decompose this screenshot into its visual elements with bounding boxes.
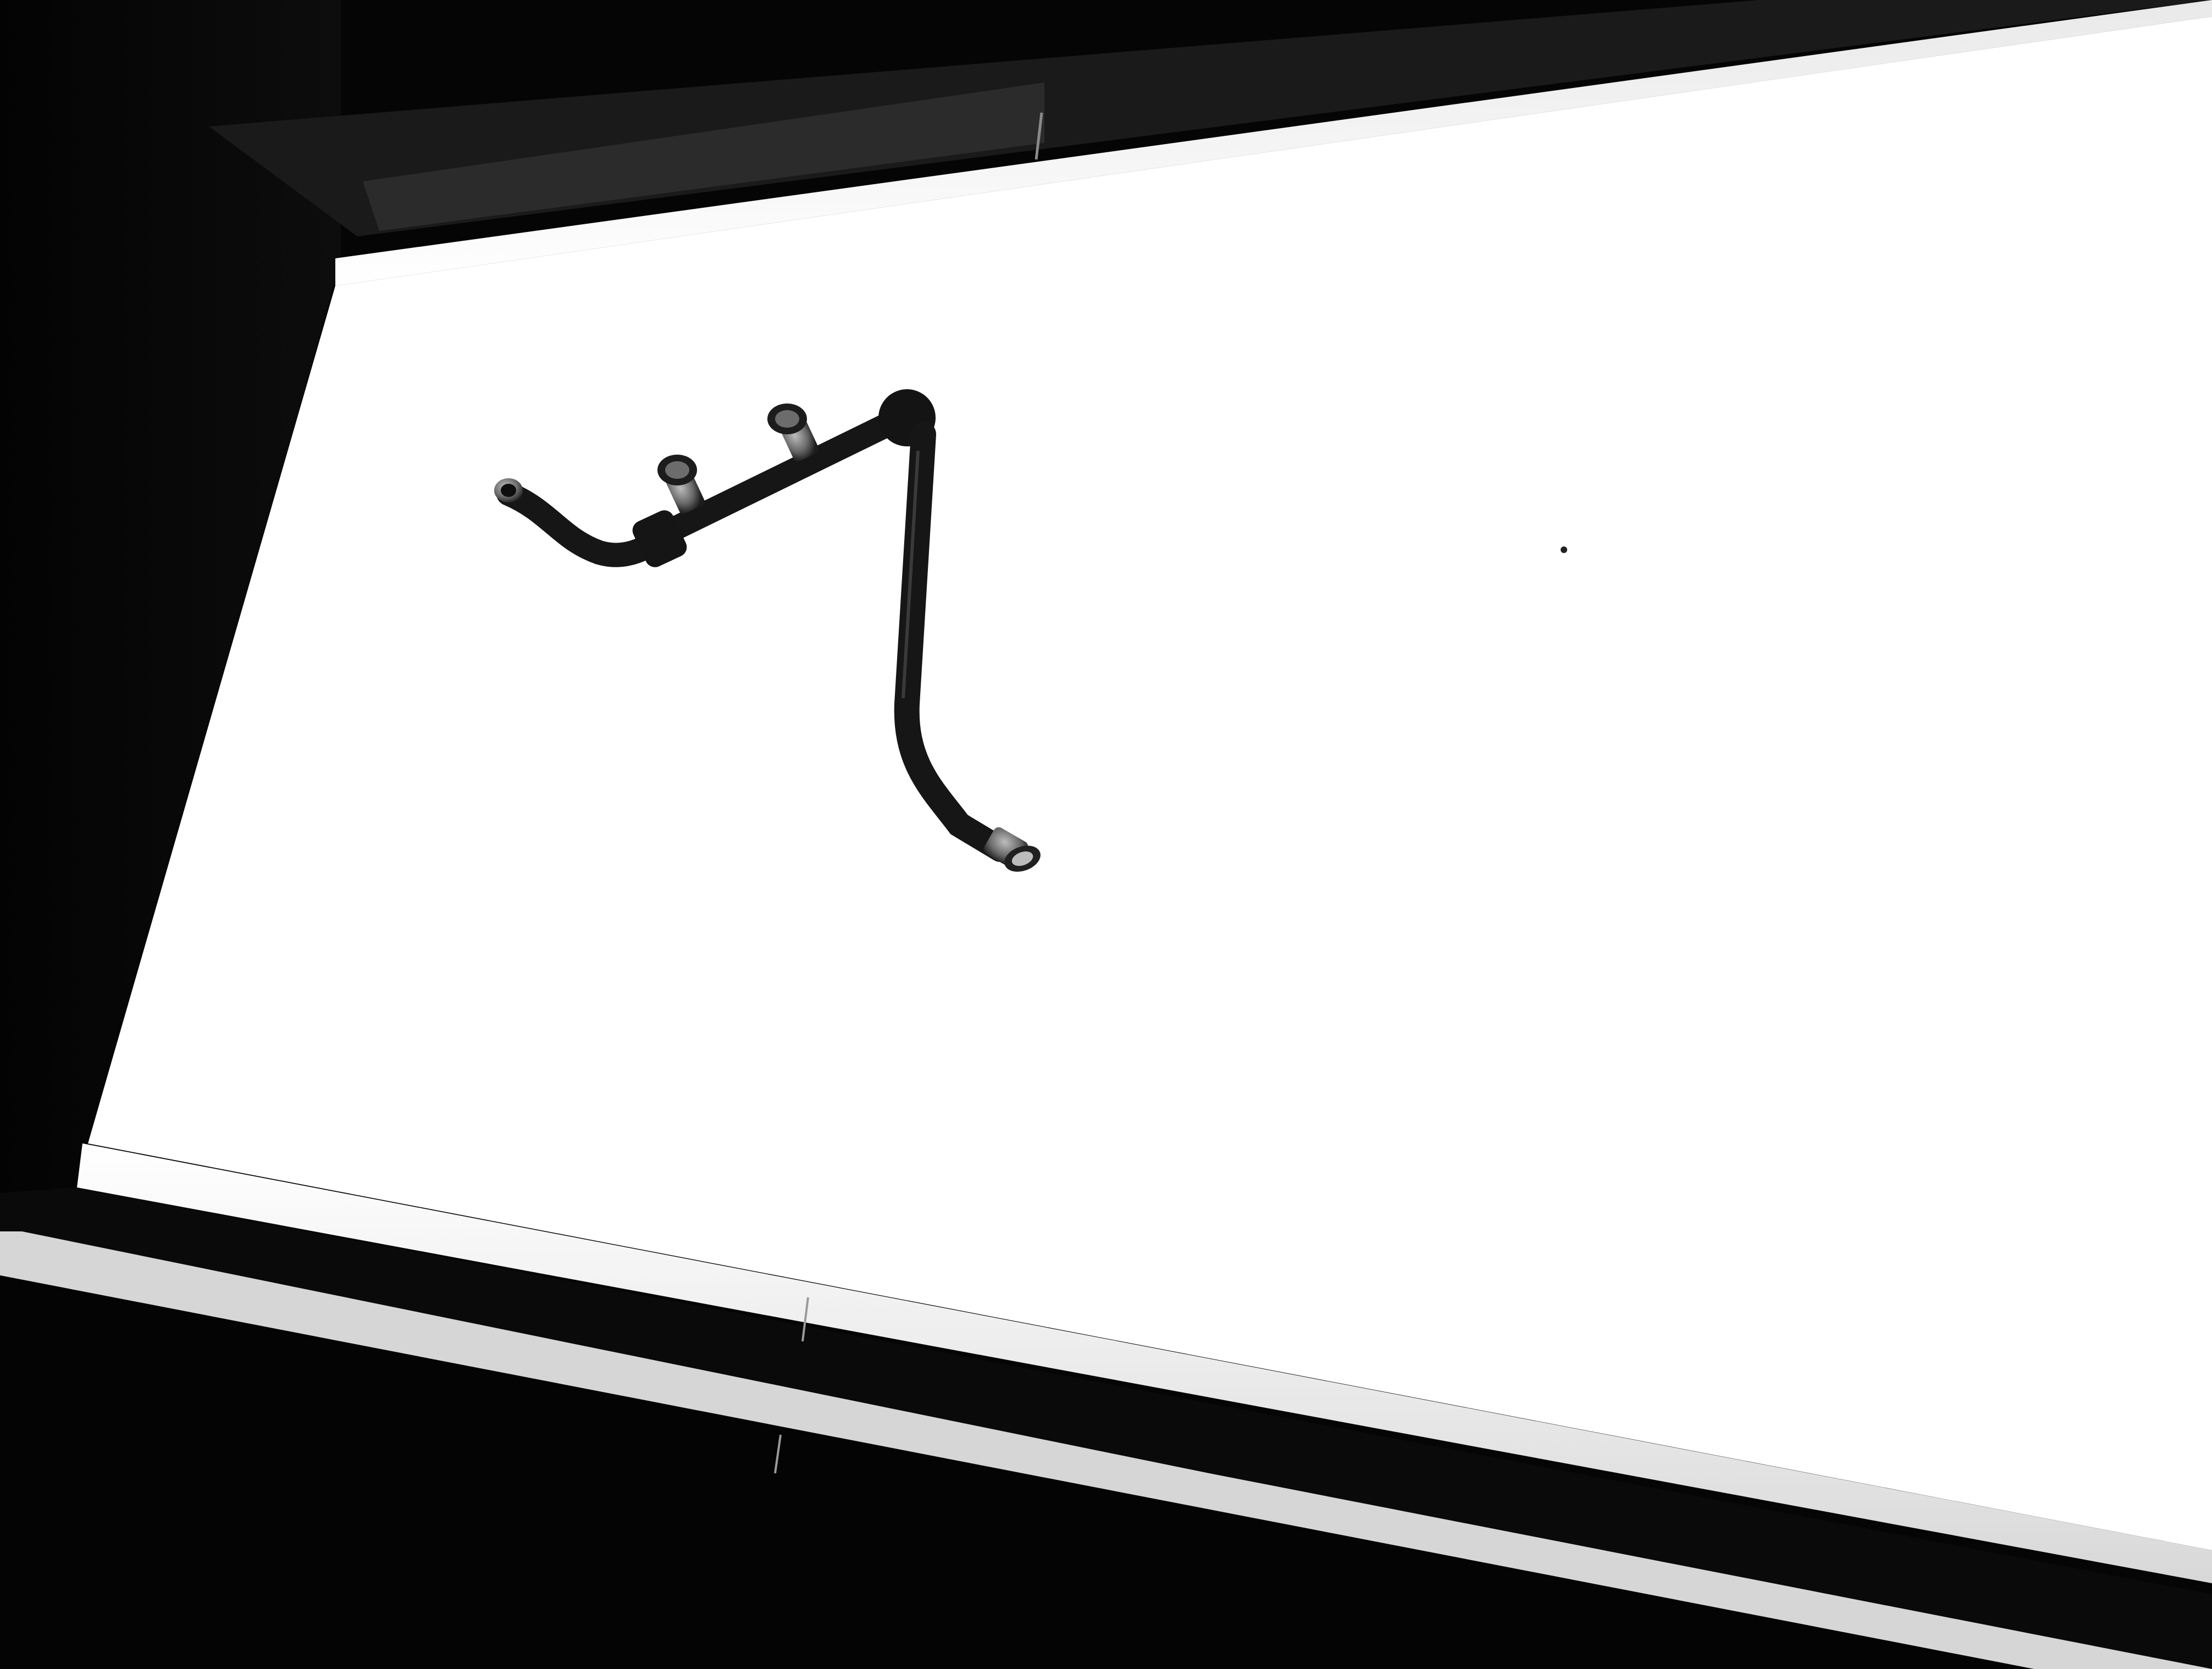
- dust-speck: [1561, 546, 1567, 553]
- left-end-fitting: [494, 478, 523, 502]
